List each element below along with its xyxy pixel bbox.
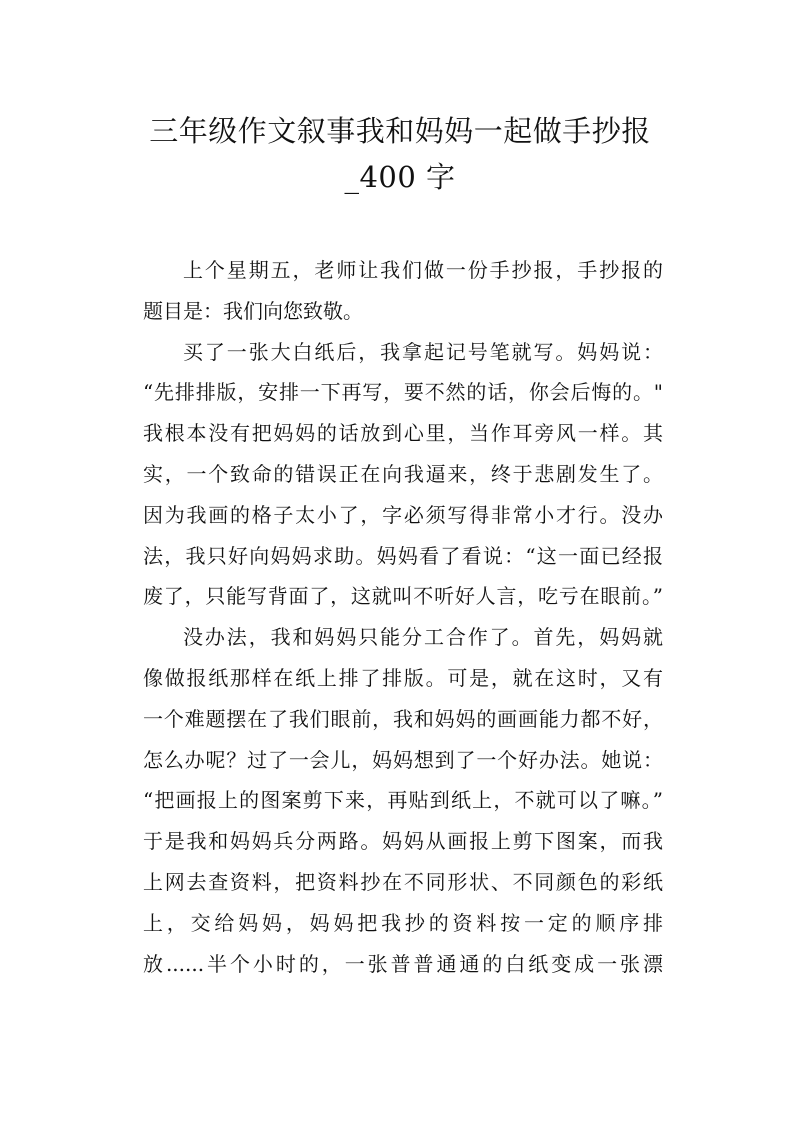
paragraph-3-line-4: 怎么办呢？过了一会儿，妈妈想到了一个好办法。她说： — [143, 747, 663, 772]
paragraph-2-line-2: “先排排版，安排一下再写，要不然的话，你会后悔的。" — [143, 380, 663, 405]
document-body — [143, 250, 663, 984]
paragraph-3-line-1: 没办法，我和妈妈只能分工合作了。首先，妈妈就 — [183, 625, 663, 650]
paragraph-3-line-6: 于是我和妈妈兵分两路。妈妈从画报上剪下图案，而我 — [143, 829, 663, 854]
paragraph-3-line-5: “把画报上的图案剪下来，再贴到纸上，不就可以了嘛。” — [143, 788, 663, 813]
title-line-2: _400 字 — [344, 160, 456, 194]
title-line-1: 三年级作文叙事我和妈妈一起做手抄报 — [149, 114, 651, 148]
paragraph-2-line-5: 因为我画的格子太小了，字必须写得非常小才行。没办 — [143, 502, 663, 527]
document-title — [100, 108, 700, 200]
paragraph-2-line-6: 法，我只好向妈妈求助。妈妈看了看说：“这一面已经报 — [143, 543, 663, 568]
paragraph-3-line-3: 一个难题摆在了我们眼前，我和妈妈的画画能力都不好， — [143, 706, 663, 731]
paragraph-3-line-9: 放......半个小时的，一张普普通通的白纸变成一张漂 — [143, 951, 663, 976]
paragraph-2-line-4: 实，一个致命的错误正在向我逼来，终于悲剧发生了。 — [143, 461, 663, 486]
paragraph-1-line-2: 题目是：我们向您致敬。 — [143, 298, 363, 323]
paragraph-3-line-8: 上，交给妈妈，妈妈把我抄的资料按一定的顺序排 — [143, 910, 663, 935]
paragraph-1-line-1: 上个星期五，老师让我们做一份手抄报，手抄报的 — [183, 258, 663, 282]
paragraph-3-line-7: 上网去查资料，把资料抄在不同形状、不同颜色的彩纸 — [143, 869, 663, 894]
paragraph-3-line-2: 像做报纸那样在纸上排了排版。可是，就在这时，又有 — [143, 665, 663, 690]
paragraph-2-line-3: 我根本没有把妈妈的话放到心里，当作耳旁风一样。其 — [143, 421, 663, 446]
paragraph-2-line-1: 买了一张大白纸后，我拿起记号笔就写。妈妈说： — [183, 339, 663, 364]
paragraph-2-line-7: 废了，只能写背面了，这就叫不听好人言，吃亏在眼前。” — [143, 584, 663, 609]
